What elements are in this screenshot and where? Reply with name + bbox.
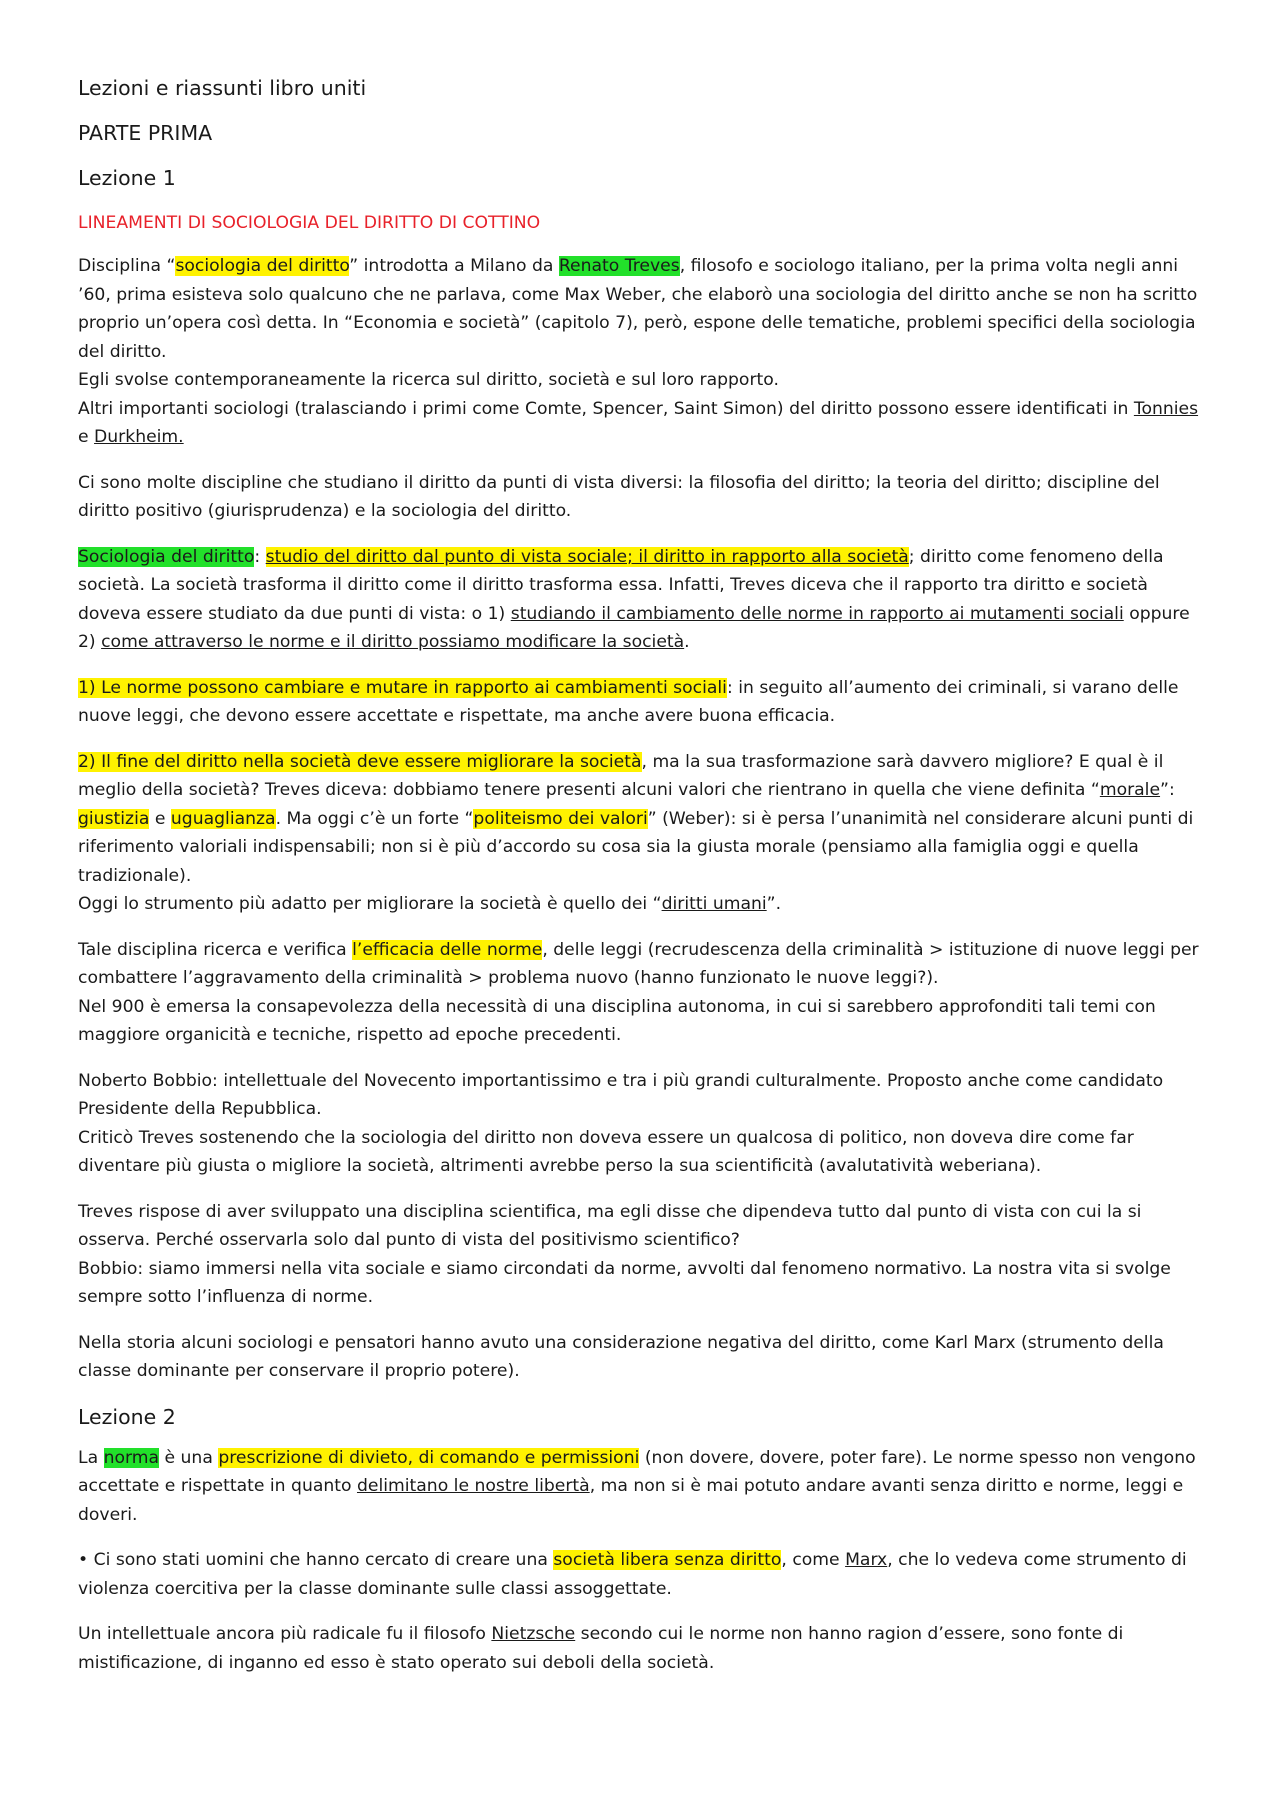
section-subtitle: LINEAMENTI DI SOCIOLOGIA DEL DIRITTO DI COTTINO: [78, 213, 541, 233]
text: • Ci sono stati uomini che hanno cercato di creare una: [78, 1550, 554, 1570]
text: Bobbio: siamo immersi nella vita sociale e siamo circondati da norme, avvolti dal fenomeno normativo. La nostra vita si svolge sempre sotto l’influenza di norme.: [78, 1258, 1171, 1307]
text: Disciplina “: [78, 256, 176, 276]
text: Oggi lo strumento più adatto per migliorare la società è quello dei “: [78, 894, 662, 914]
lesson-2-heading: Lezione 2: [78, 1404, 176, 1429]
paragraph: [78, 252, 1203, 452]
highlighted-text: 2) Il fine del diritto nella società deve essere migliorare la società: [78, 751, 642, 772]
text: , come: [781, 1550, 846, 1570]
text: , ma non si è mai potuto andare avanti senza diritto e norme, leggi e doveri.: [78, 1476, 1184, 1525]
underlined-text: studiando il cambiamento delle norme in rapporto ai mutamenti sociali: [510, 603, 1124, 624]
paragraph: [78, 674, 1203, 731]
text: Egli svolse contemporaneamente la ricerca sul diritto, società e sul loro rapporto.: [78, 370, 779, 390]
lesson-1-heading: Lezione 1: [78, 166, 176, 190]
text: Altri importanti sociologi (tralasciando i primi come Comte, Spencer, Saint Simon) del diritto possono essere identificati in: [78, 398, 1134, 419]
paragraph: [78, 543, 1203, 657]
text: Noberto Bobbio: intellettuale del Novecento importantissimo e tra i più grandi culturalmente. Proposto anche come candidato Presidente della Repubblica.: [78, 1070, 1164, 1119]
underlined-text: delimitano le nostre libertà: [356, 1476, 590, 1496]
text: , delle leggi (recrudescenza della criminalità > istituzione di nuove leggi per combattere l’aggravamento della criminalità > problema nuovo (hanno funzionato le nuove leggi?).: [78, 939, 1199, 988]
highlighted-text: società libera senza diritto: [553, 1550, 782, 1570]
text: : in seguito all’aumento dei criminali, si varano delle nuove leggi, che devono essere accettate e rispettate, ma anche avere buona efficacia.: [78, 677, 1179, 726]
text: Tale disciplina ricerca e verifica: [78, 939, 353, 960]
underlined-text: Durkheim.: [94, 427, 184, 447]
text: Treves rispose di aver sviluppato una disciplina scientifica, ma egli disse che dipendeva tutto dal punto di vista con cui la si osserva. Perché osservarla solo dal punto di vista del positivismo scientifico?: [78, 1201, 1142, 1250]
text: ” (Weber): si è persa l’unanimità nel considerare alcuni punti di riferimento valoriali indispensabili; non si è più d’accordo su cosa sia la giusta morale (pensiamo alla famiglia oggi e quella tradizionale).: [78, 808, 1194, 886]
paragraph: [78, 1067, 1203, 1181]
text: , filosofo e sociologo italiano, per la prima volta negli anni ’60, prima esisteva solo qualcuno che ne parlava, come Max Weber, che elaborò una sociologia del diritto anche se non ha scritto proprio un’opera così detta. In “Economia e società” (capitolo 7), però, espone delle tematiche, problemi specifici della sociologia del diritto.: [78, 256, 1198, 362]
text: ; diritto come fenomeno della società. La società trasforma il diritto come il diritto trasforma essa. Infatti, Treves diceva che il rapporto tra diritto e società doveva essere studiato da due punti di vista: o 1): [78, 546, 1164, 624]
text: , ma la sua trasformazione sarà davvero migliore? E qual è il meglio della società? Treves diceva: dobbiamo tenere presenti alcuni valori che rientrano in quella che viene definita “: [78, 751, 1164, 800]
text: (non dovere, dovere, poter fare). Le norme spesso non vengono accettate e rispettate in quanto: [78, 1447, 1196, 1496]
highlighted-text: 1) Le norme possono cambiare e mutare in rapporto ai cambiamenti sociali: [78, 677, 727, 698]
text: ”:: [1160, 780, 1175, 800]
document-title: Lezioni e riassunti libro uniti: [78, 76, 367, 100]
highlighted-text: giustizia: [78, 808, 150, 829]
paragraph: [78, 748, 1203, 919]
text: e: [78, 427, 95, 447]
paragraph: Ci sono molte discipline che studiano il diritto da punti di vista diversi: la filosofia del diritto; la teoria del diritto; discipline del diritto positivo (giurisprudenza) e la sociologia del diritto.: [78, 472, 1160, 521]
text: :: [254, 546, 266, 567]
highlighted-text: l’efficacia delle norme: [352, 939, 543, 960]
text: secondo cui le norme non hanno ragion d’essere, sono fonte di mistificazione, di inganno ed esso è stato operato sui deboli della società.: [78, 1624, 1124, 1673]
highlighted-text: politeismo dei valori: [473, 808, 648, 829]
text: è una: [159, 1447, 219, 1468]
text: Un intellettuale ancora più radicale fu il filosofo: [78, 1624, 492, 1644]
bullet-paragraph: [78, 1546, 1203, 1603]
text: . Ma oggi c’è un forte “: [275, 808, 474, 829]
text: .: [684, 632, 690, 652]
paragraph: Nella storia alcuni sociologi e pensatori hanno avuto una considerazione negativa del diritto, come Karl Marx (strumento della classe dominante per conservare il proprio potere).: [78, 1332, 1164, 1381]
highlighted-text: uguaglianza: [170, 808, 276, 829]
paragraph: [78, 1444, 1203, 1530]
underlined-text: Marx: [845, 1550, 888, 1570]
underlined-text: Nietzsche: [491, 1624, 576, 1644]
text: e: [149, 808, 171, 829]
underlined-text: diritti umani: [661, 894, 767, 914]
underlined-text: come attraverso le norme e il diritto possiamo modificare la società: [101, 632, 685, 652]
document-page: [78, 74, 1203, 1694]
paragraph: [78, 1620, 1203, 1677]
text: Nel 900 è emersa la consapevolezza della necessità di una disciplina autonoma, in cui si sarebbero approfonditi tali temi con maggiore organicità e tecniche, rispetto ad epoche precedenti.: [78, 996, 1156, 1045]
highlighted-text: sociologia del diritto: [175, 256, 350, 276]
underlined-text: Tonnies: [1133, 398, 1199, 419]
text: oppure 2): [78, 603, 1190, 652]
highlighted-text: norma: [103, 1447, 160, 1468]
text: Criticò Treves sostenendo che la sociologia del diritto non doveva essere un qualcosa di politico, non doveva dire come far diventare più giusta o migliore la società, altrimenti avrebbe perso la sua scientificità (avalutatività weberiana).: [78, 1127, 1134, 1176]
part-heading: PARTE PRIMA: [78, 121, 213, 145]
paragraph: [78, 936, 1203, 1050]
text: ” introdotta a Milano da: [349, 256, 559, 276]
text: , che lo vedeva come strumento di violenza coercitiva per la classe dominante sulle classi assoggettate.: [78, 1550, 1187, 1599]
underlined-text: morale: [1099, 780, 1161, 800]
paragraph: [78, 1198, 1203, 1312]
text: La: [78, 1447, 104, 1468]
highlighted-text: prescrizione di divieto, di comando e permissioni: [218, 1447, 640, 1468]
text: ”.: [766, 894, 782, 914]
highlighted-text: Sociologia del diritto: [78, 546, 255, 567]
highlighted-text: Renato Treves: [558, 256, 680, 276]
highlighted-text: studio del diritto dal punto di vista sociale; il diritto in rapporto alla società: [265, 546, 909, 567]
